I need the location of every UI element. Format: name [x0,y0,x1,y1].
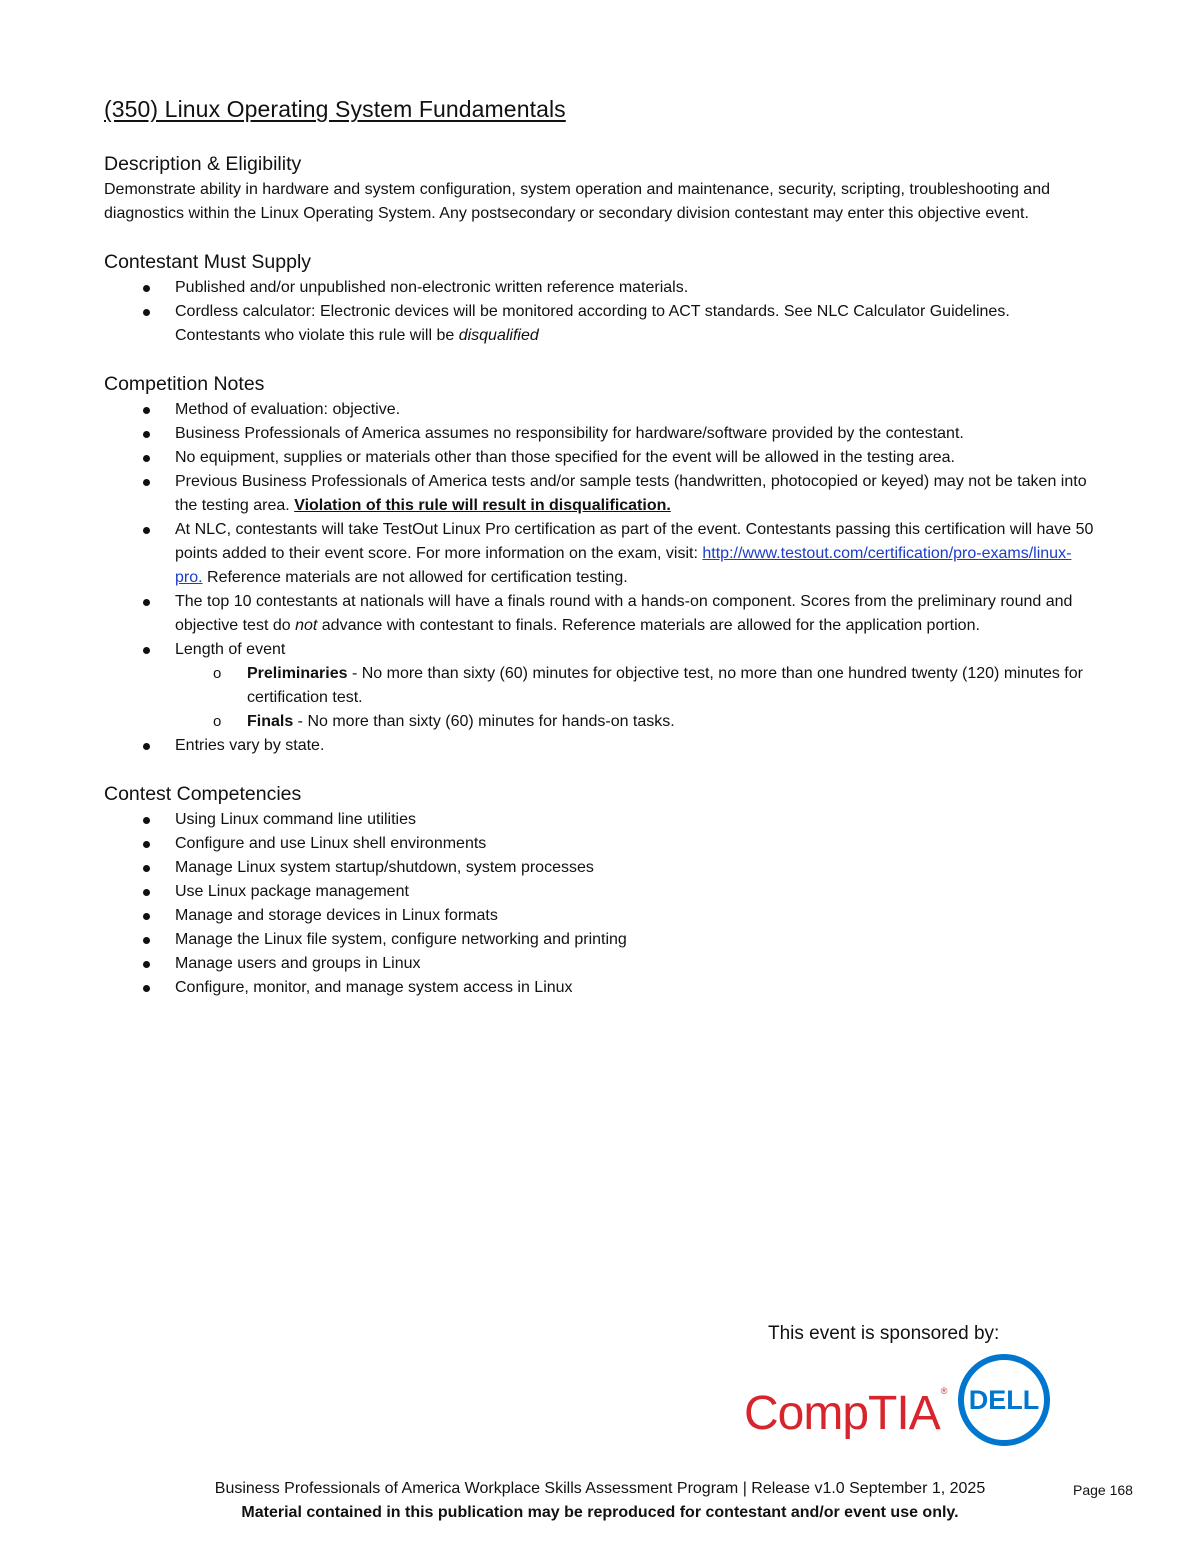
description-heading: Description & Eligibility [104,153,302,175]
bullet-icon [143,841,150,848]
bullet-icon [143,647,150,654]
list-item: Configure and use Linux shell environments [104,832,1094,856]
dell-logo-text: DELL [968,1385,1040,1415]
list-item: Use Linux package management [104,880,1094,904]
description-text: Demonstrate ability in hardware and system configuration, system operation and maintenance, security, scripting, troubleshooting and diagnostics within the Linux Operating System. Any postsecondary or secondary division contestant may enter this objective event. [104,181,1050,222]
list-item: Length of event o Preliminaries - No more than sixty (60) minutes for objective test, no more than one hundred twenty (120) minutes for certification test. o Finals - No more than sixty (60) minutes for hands-on tasks. [104,638,1094,734]
bullet-icon [143,865,150,872]
bullet-icon [143,961,150,968]
list-item: Method of evaluation: objective. [104,398,1094,422]
bullet-icon [143,599,150,606]
list-item: Manage users and groups in Linux [104,952,1094,976]
supply-list [104,276,1094,348]
list-item: Manage and storage devices in Linux formats [104,904,1094,928]
length-sublist [175,662,1094,734]
bullet-icon [143,889,150,896]
not-emphasis: not [295,617,318,634]
list-item: Cordless calculator: Electronic devices will be monitored according to ACT standards. See NLC Calculator Guidelines. Contestants who violate this rule will be disqualified [104,300,1094,348]
violation-warning: Violation of this rule will result in disqualification. [294,497,671,514]
bullet-icon [143,527,150,534]
page-number: Page 168 [1073,1482,1133,1498]
bullet-icon [143,285,150,292]
testout-link[interactable]: http://www.testout.com/certification/pro-exams/linux-pro. [175,545,1072,586]
list-item: The top 10 contestants at nationals will have a finals round with a hands-on component. Scores from the preliminary round and objective test do not advance with contestant to finals. Reference materials are allowed for the application portion. [104,590,1094,638]
list-item: Using Linux command line utilities [104,808,1094,832]
bullet-icon [143,743,150,750]
list-item: Configure, monitor, and manage system access in Linux [104,976,1094,1000]
bullet-icon [143,455,150,462]
supply-heading: Contestant Must Supply [104,251,312,273]
bullet-icon [143,431,150,438]
bullet-icon [143,913,150,920]
sponsor-logos [740,1352,1060,1452]
footer-copyright-line: Material contained in this publication may be reproduced for contestant and/or event use only. [241,1504,959,1521]
circle-bullet-icon: o [213,713,222,730]
sub-list-item: o Finals - No more than sixty (60) minutes for hands-on tasks. [175,710,1094,734]
bullet-icon [143,985,150,992]
page-title: (350) Linux Operating System Fundamentals [104,96,566,122]
bullet-icon [143,407,150,414]
bullet-icon [143,309,150,316]
notes-heading: Competition Notes [104,373,265,395]
bullet-icon [143,479,150,486]
circle-bullet-icon: o [213,665,222,682]
list-item: No equipment, supplies or materials other than those specified for the event will be allowed in the testing area. [104,446,1094,470]
list-item: Entries vary by state. [104,734,1094,758]
disqualified-emphasis: disqualified [458,327,539,344]
dell-logo [956,1352,1052,1448]
sponsor-text: This event is sponsored by: [768,1323,1000,1344]
notes-list [104,398,1094,758]
comptia-logo: CompTIA® [744,1386,947,1440]
list-item: Business Professionals of America assumes no responsibility for hardware/software provided by the contestant. [104,422,1094,446]
list-item: Manage Linux system startup/shutdown, system processes [104,856,1094,880]
bullet-icon [143,817,150,824]
document-content [104,150,1094,1000]
bullet-icon [143,937,150,944]
list-item: Previous Business Professionals of America tests and/or sample tests (handwritten, photocopied or keyed) may not be taken into the testing area. Violation of this rule will result in disqualification. [104,470,1094,518]
competencies-list [104,808,1094,1000]
competencies-heading: Contest Competencies [104,783,302,805]
list-item: At NLC, contestants will take TestOut Linux Pro certification as part of the event. Contestants passing this certification will have 50 points added to their event score. For more information on the exam, visit: http://www.testout.com/certification/pro-exams/linux-pro. Reference materials are not allowed for certification testing. [104,518,1094,590]
sub-list-item: o Preliminaries - No more than sixty (60) minutes for objective test, no more than one hundred twenty (120) minutes for certification test. [175,662,1094,710]
list-item: Manage the Linux file system, configure networking and printing [104,928,1094,952]
list-item: Published and/or unpublished non-electronic written reference materials. [104,276,1094,300]
footer-release-line: Business Professionals of America Workplace Skills Assessment Program | Release v1.0 September 1, 2025 [214,1480,986,1497]
